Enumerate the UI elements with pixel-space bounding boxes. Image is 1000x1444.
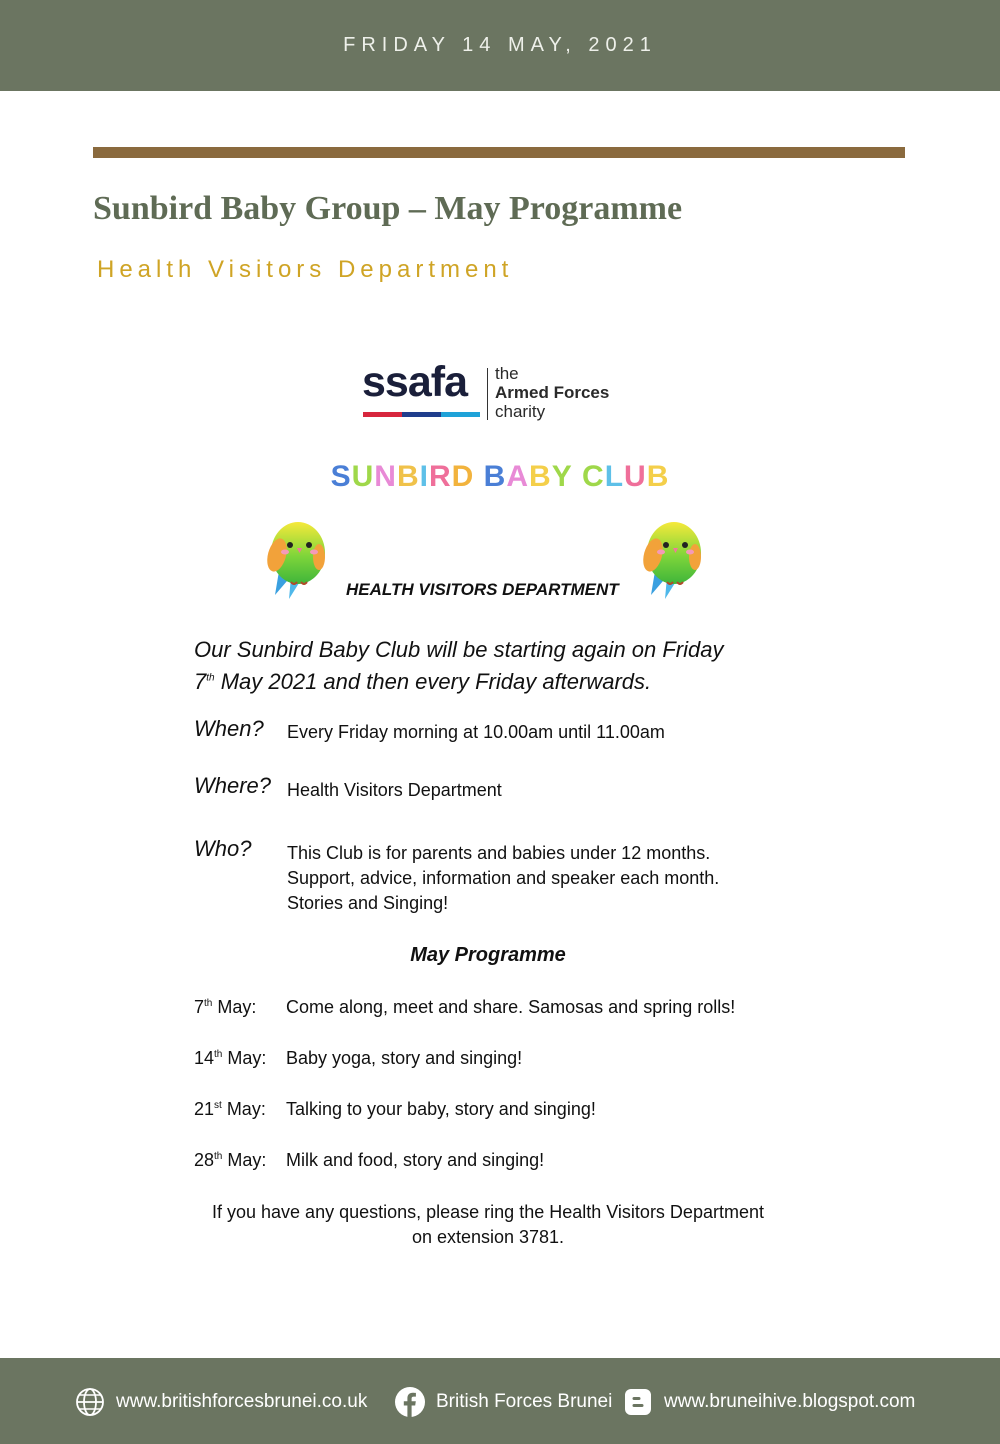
club-title-letter: C [582,460,605,493]
programme-title: May Programme [410,944,566,966]
club-title-letter: L [604,460,625,493]
intro-line1: Our Sunbird Baby Club will be starting again on Friday [194,637,724,662]
logo-wordmark: ssafa [362,358,467,406]
logo-stripes [363,412,480,417]
closing-line1: If you have any questions, please ring the Health Visitors Department [212,1202,764,1222]
club-title-letter: U [351,460,375,493]
where-label: Where? [194,773,272,798]
article-title: Sunbird Baby Group – May Programme [93,190,683,227]
who-line: Support, advice, information and speaker each month. [287,868,720,888]
when-label: When? [194,716,264,741]
facebook-icon [394,1386,426,1418]
club-title-letter: B [646,460,670,493]
logo-divider [487,368,488,420]
blog-link[interactable] [622,1386,915,1418]
club-title-letter: B [396,460,420,493]
intro-line2: 7th May 2021 and then every Friday afterwards. [194,669,652,694]
club-title [0,460,1000,494]
facebook-text: British Forces Brunei [436,1391,613,1412]
where-text: Health Visitors Department [287,780,502,800]
when-text: Every Friday morning at 10.00am until 11.00am [287,722,665,742]
header-bar [0,0,1000,91]
article-subtitle: Health Visitors Department [97,256,514,283]
who-text [287,841,719,916]
globe-icon [74,1386,106,1418]
club-title-letter [573,460,582,494]
logo-tag-line3: charity [495,402,546,421]
intro-text [194,634,724,698]
divider-rule [93,147,905,158]
department-heading: HEALTH VISITORS DEPARTMENT [346,580,619,599]
programme-activity: Talking to your baby, story and singing! [286,1099,596,1119]
programme-date: 7th May: [194,997,257,1017]
logo-tag-line1: the [495,364,519,383]
publication-date: FRIDAY 14 MAY, 2021 [343,34,657,56]
club-title-letter: I [419,460,429,493]
who-label: Who? [194,836,252,861]
programme-date: 21st May: [194,1099,266,1119]
programme-date: 14th May: [194,1048,267,1068]
club-title-letter: U [624,460,647,493]
blogger-icon [622,1386,654,1418]
closing-line2: on extension 3781. [411,1227,565,1247]
facebook-link[interactable] [394,1386,612,1418]
website-text: www.britishforcesbrunei.co.uk [116,1391,368,1412]
club-title-letter: B [529,460,552,493]
club-title-letter: B [483,460,507,493]
club-title-letter: S [330,460,352,493]
club-title-letter: R [428,460,452,493]
programme-date: 28th May: [194,1150,267,1170]
who-line: Stories and Singing! [287,893,449,913]
footer-bar [0,1358,1000,1444]
club-title-letter [474,460,483,494]
ssafa-logo [362,358,632,424]
programme-activity: Milk and food, story and singing! [286,1150,545,1170]
club-title-letter: D [451,460,475,493]
logo-tag-line2: Armed Forces [495,383,610,402]
club-title-letter: N [374,460,397,493]
bird-icon [641,515,707,601]
club-title-letter: A [506,460,530,493]
logo-stripe-red [363,412,402,417]
club-title-letter: Y [551,460,573,493]
programme-activity: Come along, meet and share. Samosas and spring rolls! [286,997,736,1017]
logo-stripe-cyan [441,412,480,417]
blog-text: www.bruneihive.blogspot.com [664,1391,916,1412]
bird-icon [265,515,331,601]
closing-text [0,1200,976,1250]
programme-activity: Baby yoga, story and singing! [286,1048,523,1068]
who-line: This Club is for parents and babies under 12 months. [287,843,711,863]
website-link[interactable] [74,1386,367,1418]
logo-stripe-blue [402,412,441,417]
